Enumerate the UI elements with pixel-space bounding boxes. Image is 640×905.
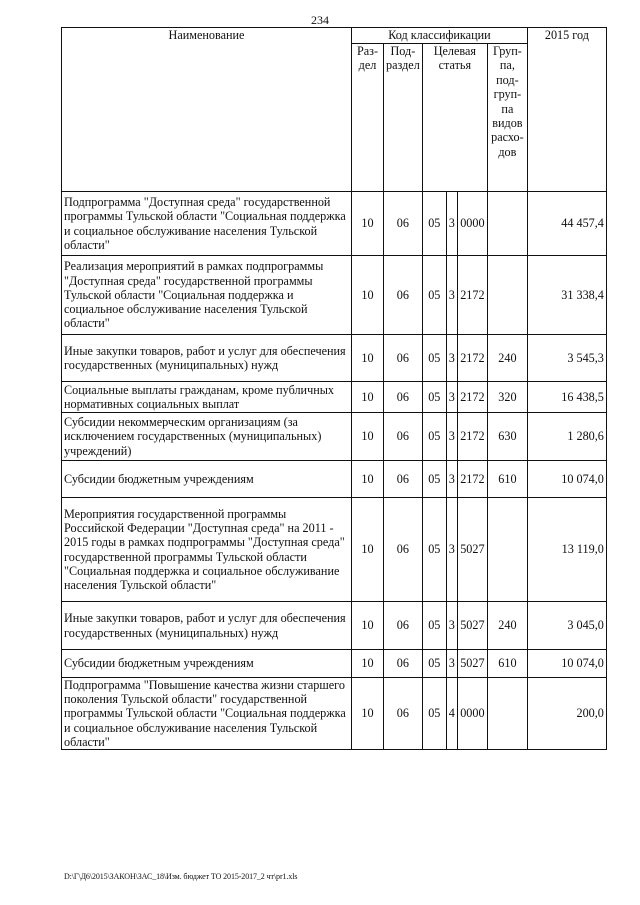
file-path-footer: D:\Г\Д6\2015\ЗАКОН\ЗАС_18\Изм. бюджет ТО 2015-2017_2 чт\pr1.xls: [64, 872, 298, 881]
amount-cell: 44 457,4: [527, 192, 606, 256]
column-header-section: Раз- дел: [352, 44, 384, 192]
target-item-program-cell: 05: [422, 382, 446, 413]
row-name-cell: Иные закупки товаров, работ и услуг для обеспечения государственных (муниципальных) нужд: [62, 335, 352, 382]
section-cell: 10: [352, 256, 384, 335]
column-header-expense-group: Груп- па, под- груп- па видов расхо- дов: [487, 44, 527, 192]
expense-group-cell: 320: [487, 382, 527, 413]
row-name-cell: Реализация мероприятий в рамках подпрограммы "Доступная среда" государственной программы Тульской области "Социальная поддержка и социальное обслуживание населения Тульской области": [62, 256, 352, 335]
section-cell: 10: [352, 461, 384, 498]
budget-table: [61, 27, 607, 750]
row-name-cell: Иные закупки товаров, работ и услуг для обеспечения государственных (муниципальных) нужд: [62, 602, 352, 650]
amount-cell: 1 280,6: [527, 413, 606, 461]
expense-group-cell: 240: [487, 602, 527, 650]
subsection-cell: 06: [384, 335, 423, 382]
target-item-subprogram-cell: 3: [446, 192, 457, 256]
target-item-program-cell: 05: [422, 678, 446, 750]
target-item-subprogram-cell: 3: [446, 335, 457, 382]
column-header-name: Наименование: [62, 28, 352, 192]
target-item-subprogram-cell: 4: [446, 678, 457, 750]
table-row: [62, 678, 607, 750]
target-item-direction-cell: 5027: [457, 650, 487, 678]
amount-cell: 3 045,0: [527, 602, 606, 650]
target-item-program-cell: 05: [422, 650, 446, 678]
expense-group-cell: 610: [487, 650, 527, 678]
row-name-cell: Субсидии бюджетным учреждениям: [62, 650, 352, 678]
subsection-cell: 06: [384, 498, 423, 602]
target-item-direction-cell: 2172: [457, 335, 487, 382]
section-cell: 10: [352, 602, 384, 650]
row-name-cell: Субсидии некоммерческим организациям (за исключением государственных (муниципальных) учреждений): [62, 413, 352, 461]
subsection-cell: 06: [384, 678, 423, 750]
page-number: 234: [311, 13, 329, 27]
target-item-program-cell: 05: [422, 256, 446, 335]
expense-group-cell: [487, 192, 527, 256]
table-row: [62, 256, 607, 335]
subsection-cell: 06: [384, 461, 423, 498]
target-item-direction-cell: 5027: [457, 602, 487, 650]
row-name-cell: Подпрограмма "Повышение качества жизни старшего поколения Тульской области" государственной программы Тульской области "Социальная поддержка и социальное обслуживание населения Тульской области": [62, 678, 352, 750]
subsection-cell: 06: [384, 602, 423, 650]
target-item-direction-cell: 0000: [457, 678, 487, 750]
section-cell: 10: [352, 335, 384, 382]
target-item-subprogram-cell: 3: [446, 498, 457, 602]
target-item-program-cell: 05: [422, 335, 446, 382]
section-cell: 10: [352, 382, 384, 413]
target-item-direction-cell: 2172: [457, 382, 487, 413]
target-item-direction-cell: 2172: [457, 413, 487, 461]
target-item-subprogram-cell: 3: [446, 650, 457, 678]
target-item-subprogram-cell: 3: [446, 382, 457, 413]
target-item-subprogram-cell: 3: [446, 461, 457, 498]
target-item-subprogram-cell: 3: [446, 256, 457, 335]
expense-group-cell: 610: [487, 461, 527, 498]
expense-group-cell: [487, 498, 527, 602]
table-row: [62, 382, 607, 413]
target-item-program-cell: 05: [422, 602, 446, 650]
column-header-classification: Код классификации: [352, 28, 528, 44]
target-item-subprogram-cell: 3: [446, 602, 457, 650]
subsection-cell: 06: [384, 382, 423, 413]
target-item-subprogram-cell: 3: [446, 413, 457, 461]
amount-cell: 200,0: [527, 678, 606, 750]
section-cell: 10: [352, 678, 384, 750]
amount-cell: 3 545,3: [527, 335, 606, 382]
target-item-program-cell: 05: [422, 413, 446, 461]
row-name-cell: Социальные выплаты гражданам, кроме публичных нормативных социальных выплат: [62, 382, 352, 413]
section-cell: 10: [352, 498, 384, 602]
amount-cell: 13 119,0: [527, 498, 606, 602]
subsection-cell: 06: [384, 413, 423, 461]
target-item-program-cell: 05: [422, 192, 446, 256]
column-header-target-item: Целевая статья: [422, 44, 487, 192]
amount-cell: 10 074,0: [527, 650, 606, 678]
table-row: [62, 192, 607, 256]
expense-group-cell: [487, 678, 527, 750]
expense-group-cell: [487, 256, 527, 335]
column-header-year: 2015 год: [527, 28, 606, 192]
target-item-program-cell: 05: [422, 461, 446, 498]
amount-cell: 16 438,5: [527, 382, 606, 413]
table-row: [62, 461, 607, 498]
subsection-cell: 06: [384, 650, 423, 678]
row-name-cell: Мероприятия государственной программы Российской Федерации "Доступная среда" на 2011 - 2015 годы в рамках подпрограммы "Доступная среда" государственной программы Тульской области "Социальная поддержка и социальное обслуживание населения Тульской области": [62, 498, 352, 602]
expense-group-cell: 240: [487, 335, 527, 382]
subsection-cell: 06: [384, 192, 423, 256]
table-row: [62, 602, 607, 650]
section-cell: 10: [352, 413, 384, 461]
table-row: [62, 650, 607, 678]
amount-cell: 31 338,4: [527, 256, 606, 335]
row-name-cell: Субсидии бюджетным учреждениям: [62, 461, 352, 498]
expense-group-cell: 630: [487, 413, 527, 461]
target-item-direction-cell: 2172: [457, 461, 487, 498]
subsection-cell: 06: [384, 256, 423, 335]
row-name-cell: Подпрограмма "Доступная среда" государственной программы Тульской области "Социальная поддержка и социальное обслуживание населения Тульской области": [62, 192, 352, 256]
target-item-program-cell: 05: [422, 498, 446, 602]
table-row: [62, 335, 607, 382]
target-item-direction-cell: 0000: [457, 192, 487, 256]
target-item-direction-cell: 5027: [457, 498, 487, 602]
table-row: [62, 413, 607, 461]
table-row: [62, 498, 607, 602]
target-item-direction-cell: 2172: [457, 256, 487, 335]
section-cell: 10: [352, 650, 384, 678]
amount-cell: 10 074,0: [527, 461, 606, 498]
section-cell: 10: [352, 192, 384, 256]
column-header-subsection: Под- раздел: [384, 44, 423, 192]
